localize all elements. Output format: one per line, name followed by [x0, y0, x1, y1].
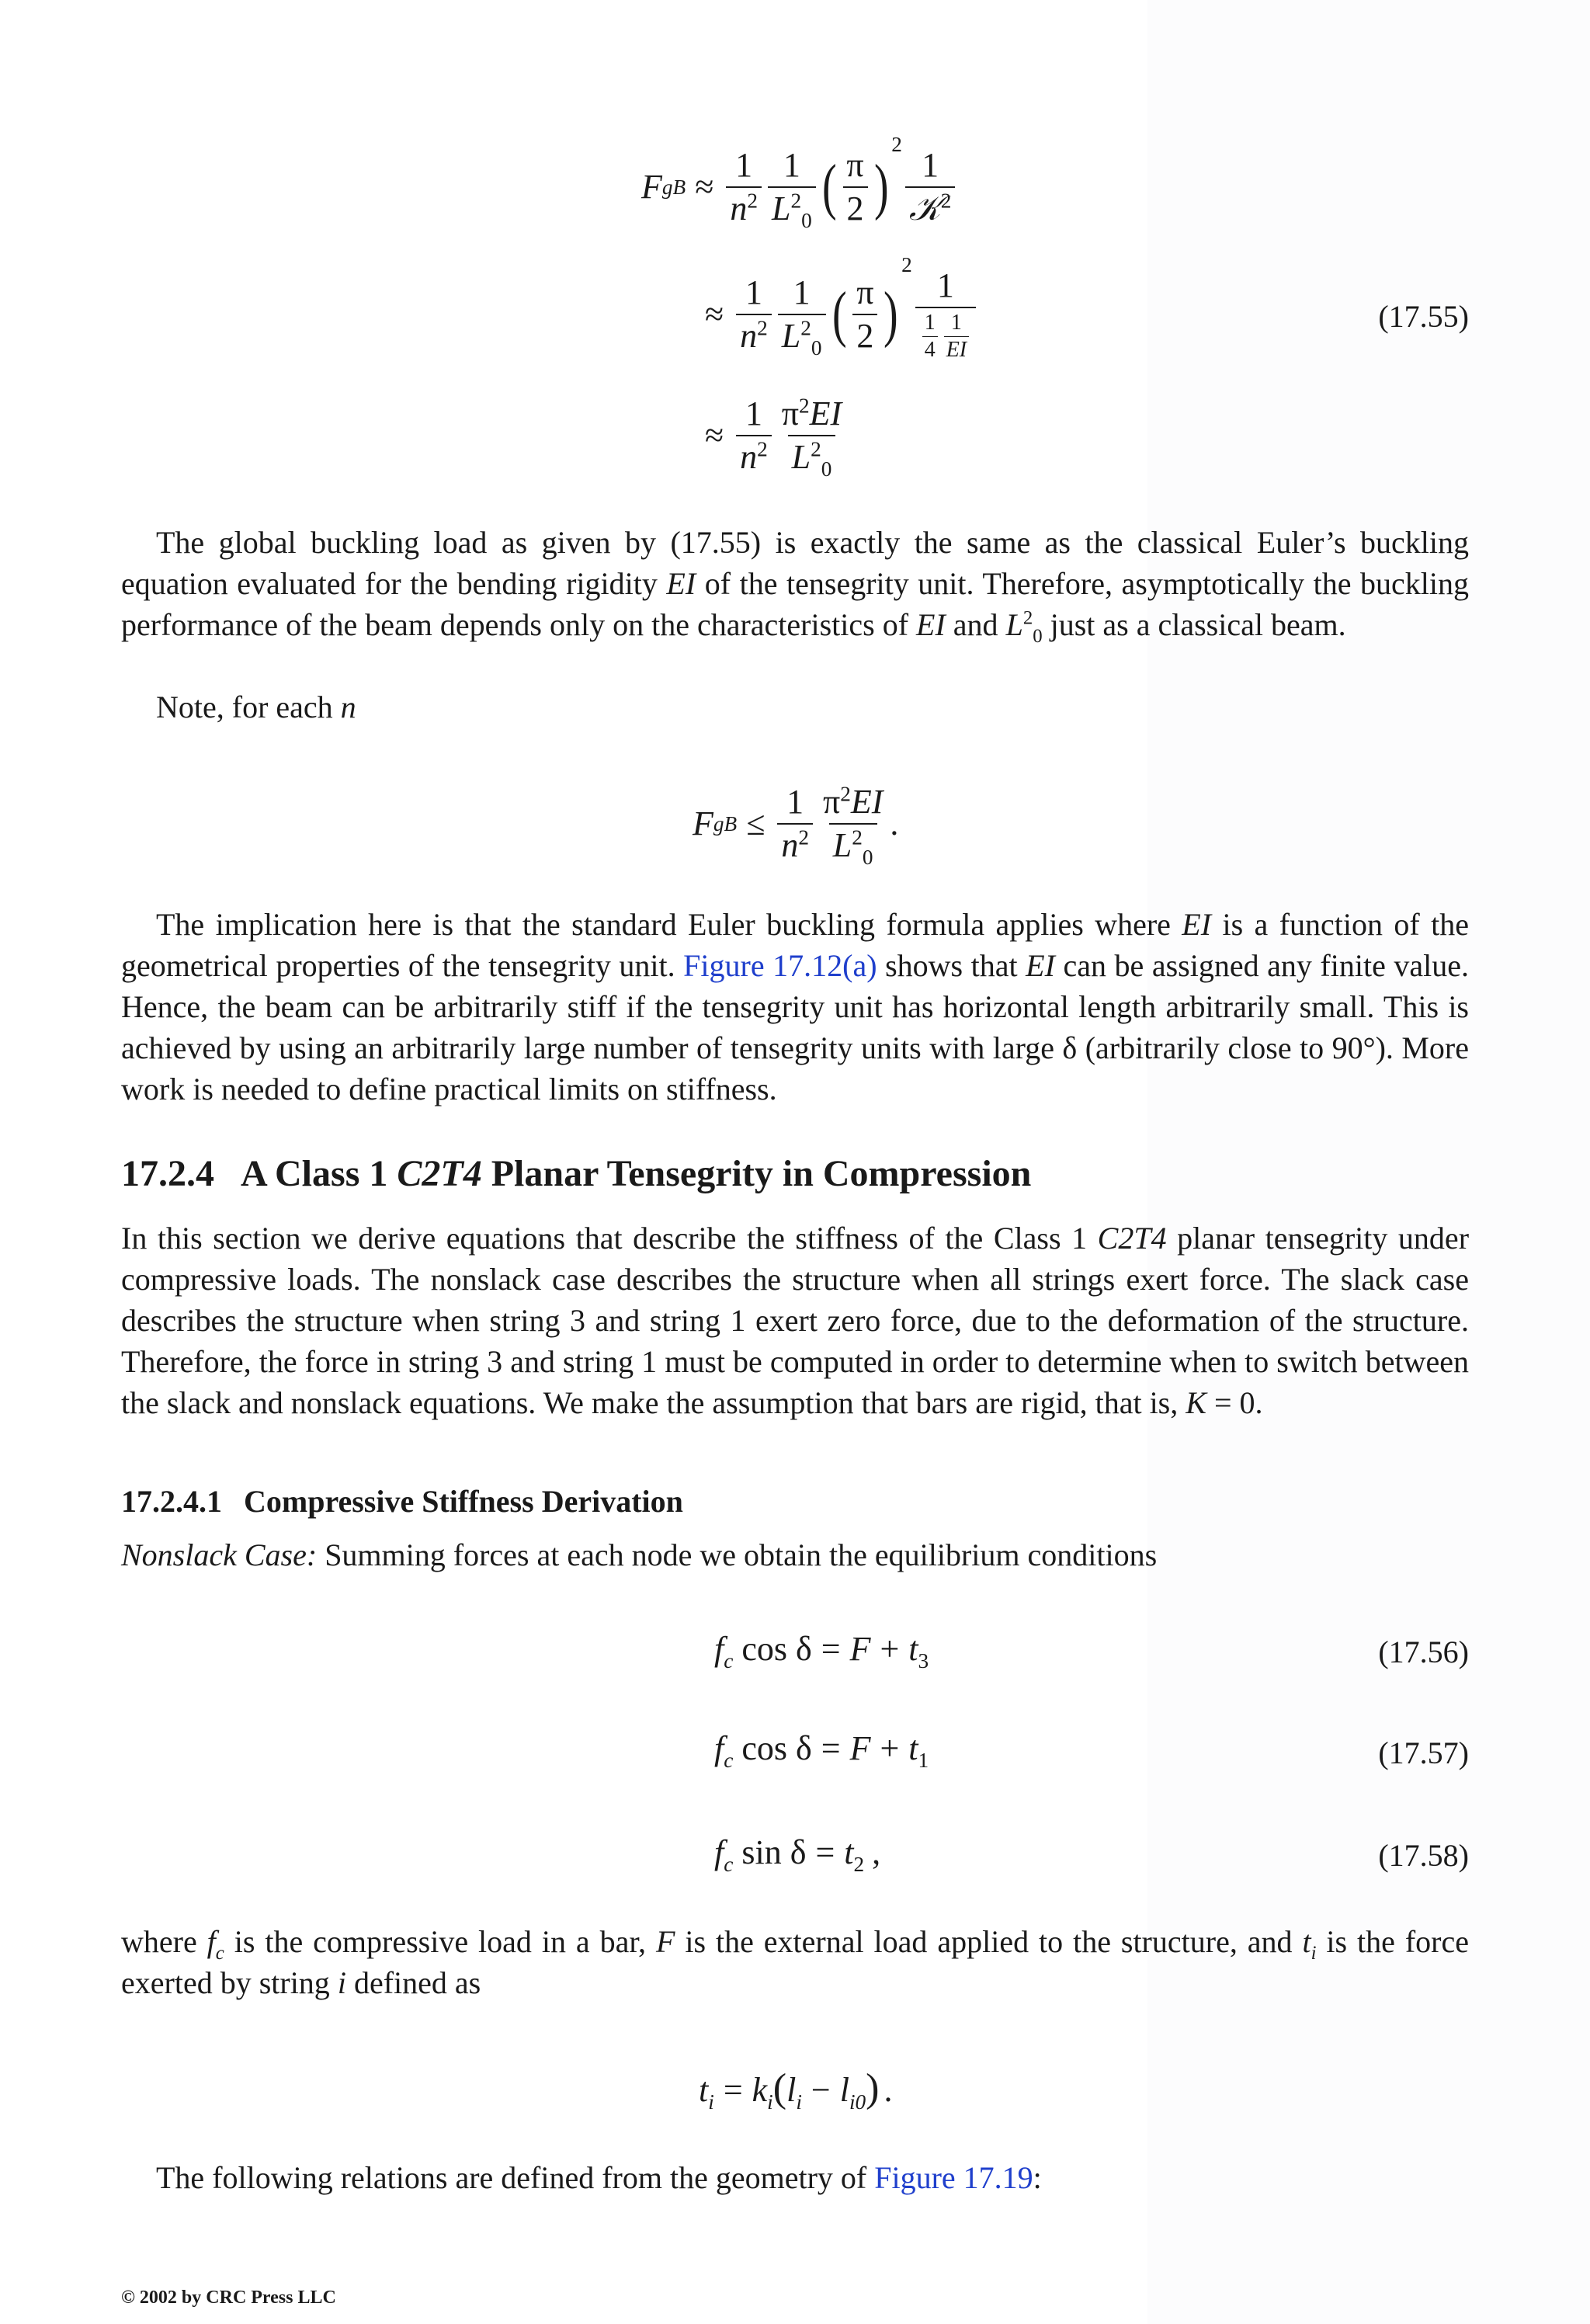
fraction-one-over-n2: $\frac{1}{n^2}$: [736, 396, 772, 475]
equation-number-17-55: (17.55): [1378, 299, 1469, 334]
equation-17-55-line-2: ≈ $\frac{1}{n^2}$ $\frac{1}{L^2_0}$ ( $\frac{\pi}{2}$ ) 2 1 $\frac{1}{4}$ $\frac{1}{EI}$: [696, 268, 979, 361]
copyright-footer: © 2002 by CRC Press LLC: [121, 2288, 336, 2308]
paragraph-nonslack-case: Nonslack Case: Summing forces at each node we obtain the equilibrium conditions: [121, 1537, 1158, 1572]
paragraph-global-buckling: The global buckling load as given by (17.55) is exactly the same as the classical Euler’s buckling equation evaluated for the bending rigidity EI of the tensegrity unit. Therefore, asymptotically the buckling performance of the beam depends only on the characteristics of EI and $L^2_0$ just as a classical beam.: [121, 525, 1470, 647]
figure-17-19-link[interactable]: Figure 17.19: [874, 2160, 1033, 2195]
approx-symbol: ≈: [705, 416, 724, 455]
fraction-one-over-n2: $\frac{1}{n^2}$: [777, 784, 813, 863]
equation-inequality: F gB ≤ $\frac{1}{n^2}$ $\frac{\pi^2EI}{L^2_0}$ .: [693, 782, 899, 869]
approx-symbol: ≈: [695, 168, 714, 207]
fraction-one-over-quarter-EI: 1 $\frac{1}{4}$ $\frac{1}{EI}$: [915, 268, 976, 361]
fraction-one-over-n2: $\frac{1}{n^2}$: [736, 275, 772, 354]
approx-symbol: ≈: [705, 294, 724, 333]
section-heading-17-2-4: 17.2.4 A Class 1 C2T4 Planar Tensegrity in Compression: [121, 1153, 1032, 1194]
subsection-heading-17-2-4-1: 17.2.4.1 Compressive Stiffness Derivation: [121, 1484, 683, 1519]
equation-17-55-line-3: [696, 394, 849, 481]
fraction-pi-over-two: $\frac{\pi}{2}$: [852, 275, 877, 354]
paragraph-where-fc: where $f_c$ is the compressive load in a bar, F is the external load applied to the structure, and $t_i$ is the force exerted by string i defined as: [121, 1924, 1469, 2000]
fraction-pi-over-two: $\frac{\pi}{2}$: [842, 148, 867, 227]
fraction-one-over-n2: $\frac{1}{n^2}$: [726, 148, 762, 227]
eq-lhs-F: F: [641, 168, 662, 207]
equation-17-56: $f_c$ $\cos \delta = F + t_3$: [714, 1630, 929, 1673]
equation-string-force: $t_i = k_i(l_i - l_{i0})$ .: [699, 2066, 893, 2114]
equation-17-57: $f_c$ $\cos \delta = F + t_1$: [714, 1729, 929, 1772]
paragraph-geometry-relations: The following relations are defined from the geometry of Figure 17.19:: [156, 2160, 1042, 2195]
leq-symbol: ≤: [746, 804, 765, 843]
fraction-pi2EI-over-L0-squared: $\frac{\pi^2EI}{L^2_0}$: [822, 782, 884, 869]
paragraph-section-intro: In this section we derive equations that describe the stiffness of the Class 1 C2T4 planar tensegrity under compressive loads. The nonslack case describes the structure when all strings exert force. The slack case describes the structure when string 3 and string 1 exert zero force, due to the deformation of the structure. Therefore, the force in string 3 and string 1 must be computed in order to determine when to switch between the slack and nonslack equations. We make the assumption that bars are rigid, that is, K = 0.: [121, 1221, 1470, 1420]
paragraph-note: Note, for each n: [156, 690, 356, 724]
fraction-pi2EI-over-L0-squared: $\frac{\pi^2EI}{L^2_0}$: [781, 394, 842, 481]
equation-number-17-58: (17.58): [1378, 1838, 1469, 1873]
figure-17-12a-link[interactable]: Figure 17.12(a): [683, 948, 877, 983]
equation-17-55-line-1: F gB ≈ $\frac{1}{n^2}$ $\frac{1}{L^2_0}$ ( $\frac{\pi}{2}$ ) 2 $\frac{1}{𝒦^2}$: [641, 148, 958, 227]
paragraph-implication: The implication here is that the standard Euler buckling formula applies where EI is a function of the geometrical properties of the tensegrity unit. Figure 17.12(a) shows that EI can be assigned any finite value. Hence, the beam can be arbitrarily stiff if the tensegrity unit has horizontal length arbitrarily small. This is achieved by using an arbitrarily large number of tensegrity units with large δ (arbitrarily close to 90°). More work is needed to define practical limits on stiffness.: [121, 907, 1470, 1106]
fraction-one-over-K-squared: $\frac{1}{𝒦^2}$: [905, 148, 956, 227]
equation-number-17-57: (17.57): [1378, 1735, 1469, 1770]
fraction-one-over-L0-squared: $\frac{1}{L^2_0}$: [778, 275, 826, 354]
equation-number-17-56: (17.56): [1378, 1634, 1469, 1669]
fraction-one-over-L0-squared: $\frac{1}{L^2_0}$: [768, 148, 816, 227]
equation-17-58: $f_c$ $\sin \delta = t_2$ ,: [714, 1833, 881, 1876]
